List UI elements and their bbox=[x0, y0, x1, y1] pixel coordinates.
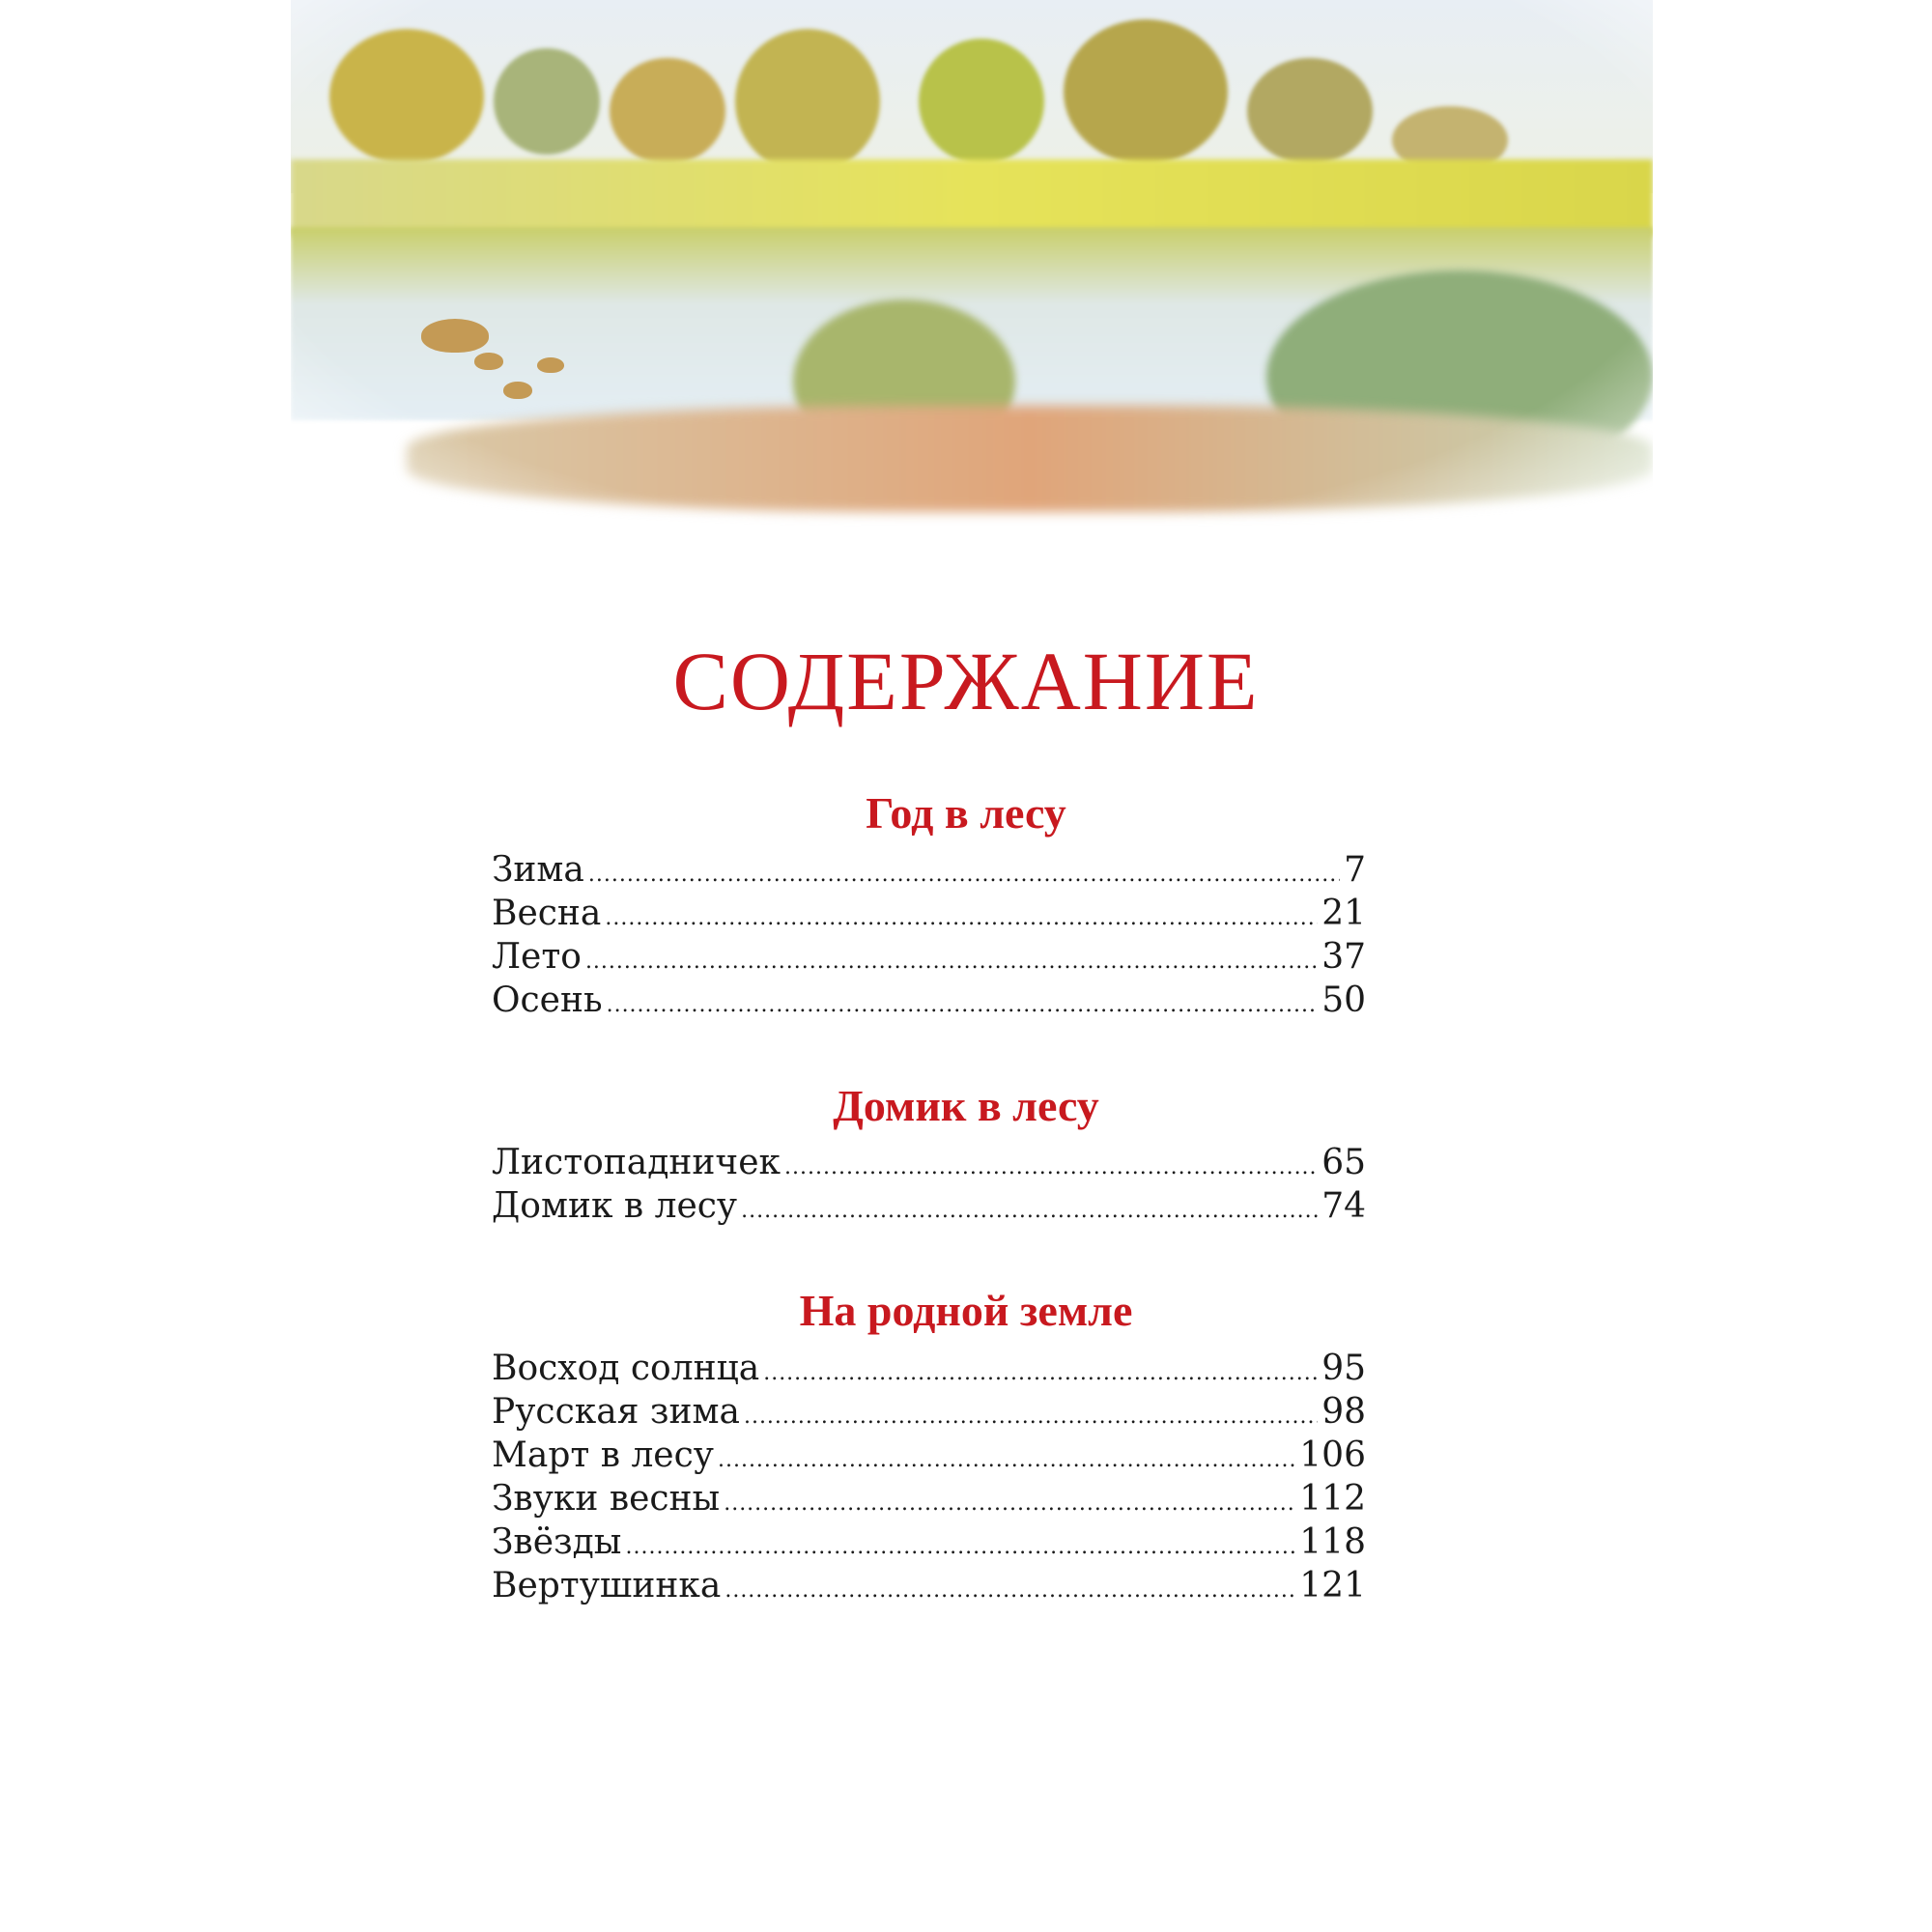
duck bbox=[421, 319, 489, 353]
dot-leader bbox=[724, 1492, 1295, 1516]
dot-leader bbox=[588, 863, 1340, 887]
dot-leader bbox=[784, 1155, 1318, 1179]
entry-page: 118 bbox=[1299, 1522, 1366, 1562]
entry-page: 95 bbox=[1321, 1349, 1366, 1388]
entry-title: Звуки весны bbox=[492, 1479, 721, 1519]
entry-title: Звёзды bbox=[492, 1522, 622, 1562]
toc-entry[interactable] bbox=[492, 1522, 1366, 1566]
toc-list bbox=[492, 850, 1366, 1024]
duckling bbox=[474, 353, 503, 370]
entry-page: 112 bbox=[1299, 1479, 1366, 1519]
entry-title: Русская зима bbox=[492, 1392, 740, 1432]
toc-entry[interactable] bbox=[492, 1566, 1366, 1609]
entry-page: 21 bbox=[1321, 894, 1366, 933]
entry-title: Март в лесу bbox=[492, 1435, 714, 1475]
toc-entry[interactable] bbox=[492, 1435, 1366, 1479]
toc-entry[interactable] bbox=[492, 850, 1366, 894]
entry-page: 37 bbox=[1321, 937, 1366, 977]
toc-entry[interactable] bbox=[492, 1392, 1366, 1435]
dot-leader bbox=[625, 1535, 1295, 1559]
river-bank bbox=[291, 159, 1653, 237]
toc-list bbox=[492, 1143, 1366, 1230]
entry-title: Зима bbox=[492, 850, 584, 890]
duckling bbox=[503, 382, 532, 399]
dot-leader bbox=[724, 1578, 1295, 1603]
watercolor-landscape-illustration bbox=[291, 0, 1653, 532]
entry-page: 106 bbox=[1299, 1435, 1366, 1475]
toc-list bbox=[492, 1349, 1366, 1609]
entry-title: Лето bbox=[492, 937, 582, 977]
section-heading: Год в лесу bbox=[866, 788, 1066, 838]
toc-entry[interactable] bbox=[492, 1186, 1366, 1230]
entry-page: 74 bbox=[1321, 1186, 1366, 1226]
toc-entry[interactable] bbox=[492, 894, 1366, 937]
toc-entry[interactable] bbox=[492, 1143, 1366, 1186]
entry-title: Вертушинка bbox=[492, 1566, 722, 1605]
entry-title: Весна bbox=[492, 894, 602, 933]
entry-title: Домик в лесу bbox=[492, 1186, 738, 1226]
entry-page: 65 bbox=[1321, 1143, 1366, 1182]
toc-entry[interactable] bbox=[492, 1479, 1366, 1522]
entry-title: Листопадничек bbox=[492, 1143, 781, 1182]
entry-page: 98 bbox=[1321, 1392, 1366, 1432]
shore bbox=[407, 406, 1653, 512]
dot-leader bbox=[744, 1405, 1318, 1429]
dot-leader bbox=[741, 1199, 1318, 1223]
dot-leader bbox=[763, 1361, 1318, 1385]
dot-leader bbox=[607, 993, 1319, 1017]
toc-entry[interactable] bbox=[492, 1349, 1366, 1392]
entry-page: 121 bbox=[1299, 1566, 1366, 1605]
entry-title: Восход солнца bbox=[492, 1349, 760, 1388]
toc-entry[interactable] bbox=[492, 937, 1366, 980]
entry-page: 7 bbox=[1344, 850, 1366, 890]
section-heading: Домик в лесу bbox=[833, 1081, 1099, 1130]
dot-leader bbox=[585, 950, 1318, 974]
entry-title: Осень bbox=[492, 980, 603, 1020]
section-heading: На родной земле bbox=[799, 1286, 1133, 1335]
toc-entry[interactable] bbox=[492, 980, 1366, 1024]
duckling bbox=[537, 357, 564, 373]
dot-leader bbox=[718, 1448, 1295, 1472]
page-title: СОДЕРЖАНИЕ bbox=[672, 635, 1260, 727]
dot-leader bbox=[605, 906, 1318, 930]
entry-page: 50 bbox=[1321, 980, 1366, 1020]
